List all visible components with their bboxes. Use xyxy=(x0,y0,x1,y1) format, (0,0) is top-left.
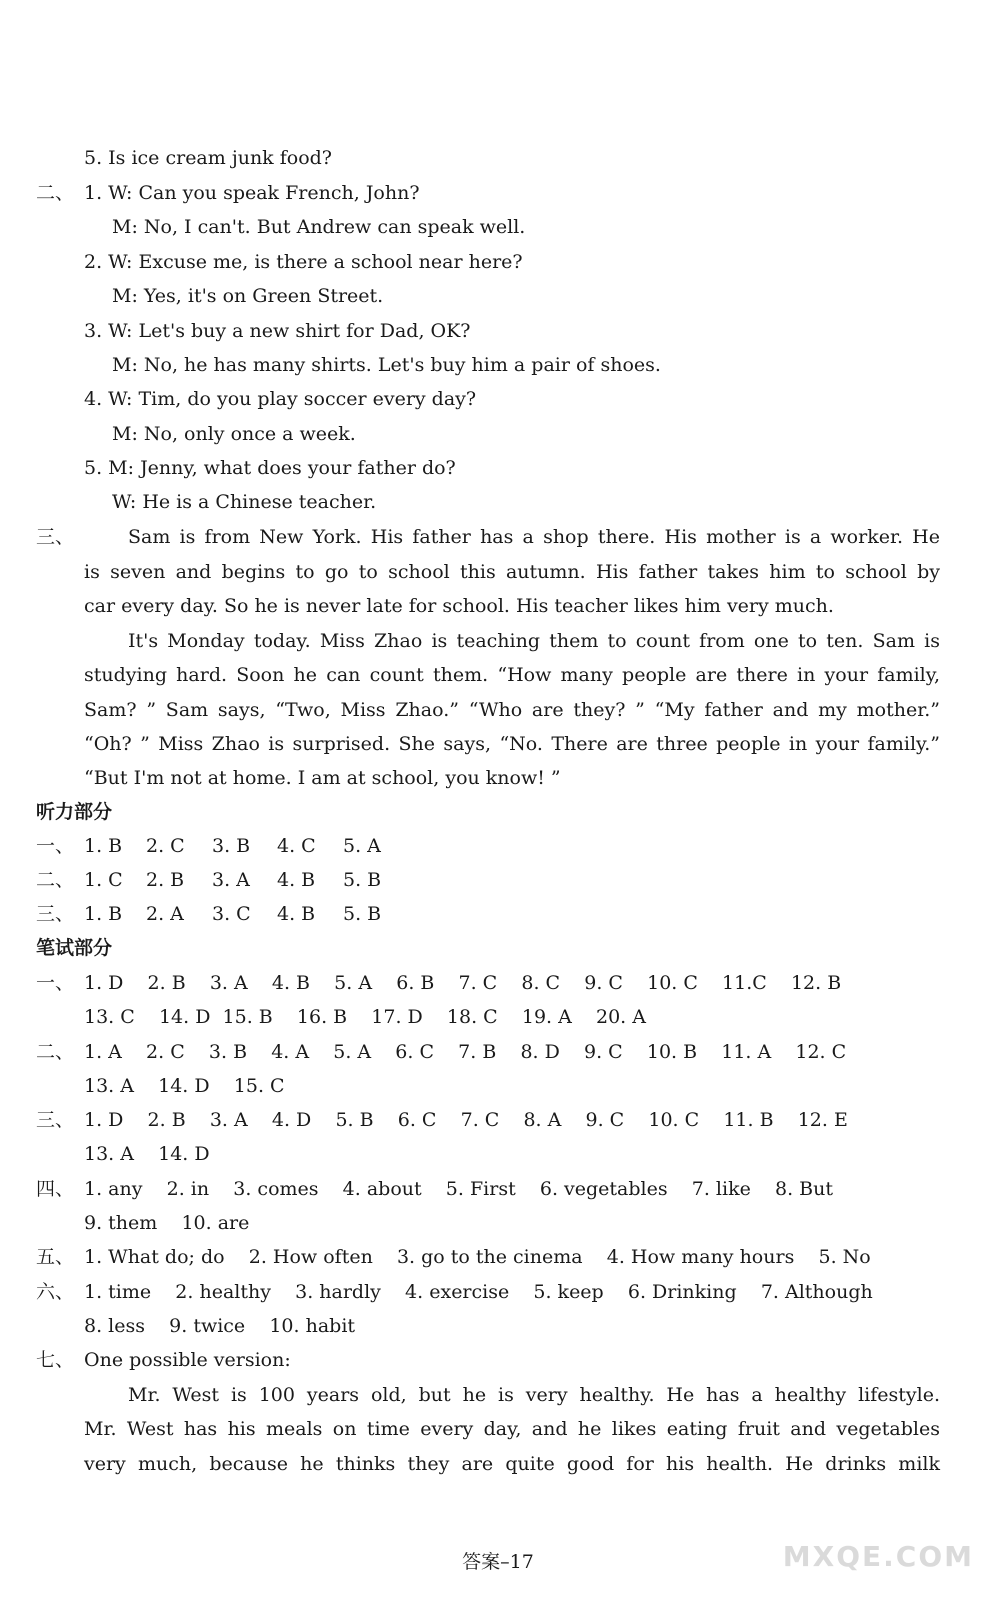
listening-answer: 1. C xyxy=(84,869,123,891)
listening-answer: 1. B xyxy=(84,903,123,925)
written-answers-4b: 9. them 10. are xyxy=(84,1212,250,1234)
written-prefix-4: 四、 xyxy=(36,1178,75,1200)
written-answers-3: 1. D 2. B 3. A 4. D 5. B 6. C 7. C 8. A 9. C 10. C 11. B 12. E xyxy=(84,1109,848,1131)
written-prefix-7: 七、 xyxy=(36,1349,75,1371)
passage-line-2: is seven and begins to go to school this autumn. His father takes him to school by xyxy=(84,561,940,583)
section-marker-2: 二、 xyxy=(36,182,75,204)
dialogue-line-7: M: No, he has many shirts. Let's buy him a pair of shoes. xyxy=(112,354,661,376)
written-answers-5: 1. What do; do 2. How often 3. go to the cinema 4. How many hours 5. No xyxy=(84,1246,871,1268)
dialogue-line-1: 5. Is ice cream junk food? xyxy=(84,147,332,169)
listening-answer: 3. A xyxy=(212,869,250,891)
essay-line-1: Mr. West is 100 years old, but he is very healthy. He has a healthy lifestyle. xyxy=(128,1384,940,1406)
dialogue-line-5: M: Yes, it's on Green Street. xyxy=(112,285,384,307)
written-answers-2: 1. A 2. C 3. B 4. A 5. A 6. C 7. B 8. D 9. C 10. B 11. A 12. C xyxy=(84,1041,847,1063)
listening-answer: 5. B xyxy=(343,903,382,925)
listening-answer: 4. B xyxy=(277,869,316,891)
listening-answer: 5. A xyxy=(343,835,381,857)
passage-line-1: Sam is from New York. His father has a shop there. His mother is a worker. He xyxy=(128,526,940,548)
listening-answer: 2. B xyxy=(146,869,185,891)
dialogue-line-11: W: He is a Chinese teacher. xyxy=(112,491,377,513)
dialogue-line-6: 3. W: Let's buy a new shirt for Dad, OK? xyxy=(84,320,471,342)
dialogue-line-3: M: No, I can't. But Andrew can speak well. xyxy=(112,216,526,238)
essay-line-2: Mr. West has his meals on time every day, and he likes eating fruit and vegetables xyxy=(84,1418,940,1440)
passage-line-3: car every day. So he is never late for school. His teacher likes him very much. xyxy=(84,595,834,617)
listening-answer: 4. C xyxy=(277,835,316,857)
listening-prefix-2: 二、 xyxy=(36,869,75,891)
listening-answer: 4. B xyxy=(277,903,316,925)
passage-line-7: “Oh? ” Miss Zhao is surprised. She says, “No. There are three people in your family.” xyxy=(84,733,940,755)
dialogue-line-10: 5. M: Jenny, what does your father do? xyxy=(84,457,456,479)
essay-line-3: very much, because he thinks they are quite good for his health. He drinks milk xyxy=(84,1453,940,1475)
written-answers-6: 1. time 2. healthy 3. hardly 4. exercise 5. keep 6. Drinking 7. Although xyxy=(84,1281,873,1303)
listening-answer: 2. C xyxy=(146,835,185,857)
written-answers-1: 1. D 2. B 3. A 4. B 5. A 6. B 7. C 8. C 9. C 10. C 11.C 12. B xyxy=(84,972,842,994)
written-answers-4: 1. any 2. in 3. comes 4. about 5. First 6. vegetables 7. like 8. But xyxy=(84,1178,834,1200)
dialogue-line-8: 4. W: Tim, do you play soccer every day? xyxy=(84,388,477,410)
listening-answer: 3. C xyxy=(212,903,251,925)
written-prefix-2: 二、 xyxy=(36,1041,75,1063)
watermark-corner: MXQE.COM xyxy=(782,1540,974,1573)
written-prefix-5: 五、 xyxy=(36,1246,75,1268)
written-answers-2b: 13. A 14. D 15. C xyxy=(84,1075,285,1097)
listening-prefix-1: 一、 xyxy=(36,835,75,857)
dialogue-line-9: M: No, only once a week. xyxy=(112,423,356,445)
written-prefix-3: 三、 xyxy=(36,1109,75,1131)
written-prefix-1: 一、 xyxy=(36,972,75,994)
listening-answer: 1. B xyxy=(84,835,123,857)
dialogue-line-4: 2. W: Excuse me, is there a school near here? xyxy=(84,251,523,273)
written-prefix-6: 六、 xyxy=(36,1281,75,1303)
passage-line-8: “But I'm not at home. I am at school, you know! ” xyxy=(84,767,561,789)
listening-prefix-3: 三、 xyxy=(36,903,75,925)
listening-answer: 5. B xyxy=(343,869,382,891)
written-answers-1b: 13. C 14. D 15. B 16. B 17. D 18. C 19. A 20. A xyxy=(84,1006,646,1028)
passage-line-5: studying hard. Soon he can count them. “How many people are there in your family, xyxy=(84,664,940,686)
written-answers-3b: 13. A 14. D xyxy=(84,1143,210,1165)
section-marker-3: 三、 xyxy=(36,526,75,548)
listening-answer: 3. B xyxy=(212,835,251,857)
listening-heading: 听力部分 xyxy=(36,801,113,823)
page-footer: 答案–17 xyxy=(462,1551,534,1573)
passage-line-4: It's Monday today. Miss Zhao is teaching them to count from one to ten. Sam is xyxy=(128,630,940,652)
listening-answer: 2. A xyxy=(146,903,184,925)
passage-line-6: Sam? ” Sam says, “Two, Miss Zhao.” “Who are they? ” “My father and my mother.” xyxy=(84,699,940,721)
written-answers-7: One possible version: xyxy=(84,1349,291,1371)
written-heading: 笔试部分 xyxy=(36,937,113,959)
dialogue-line-2: 1. W: Can you speak French, John? xyxy=(84,182,420,204)
written-answers-6b: 8. less 9. twice 10. habit xyxy=(84,1315,356,1337)
